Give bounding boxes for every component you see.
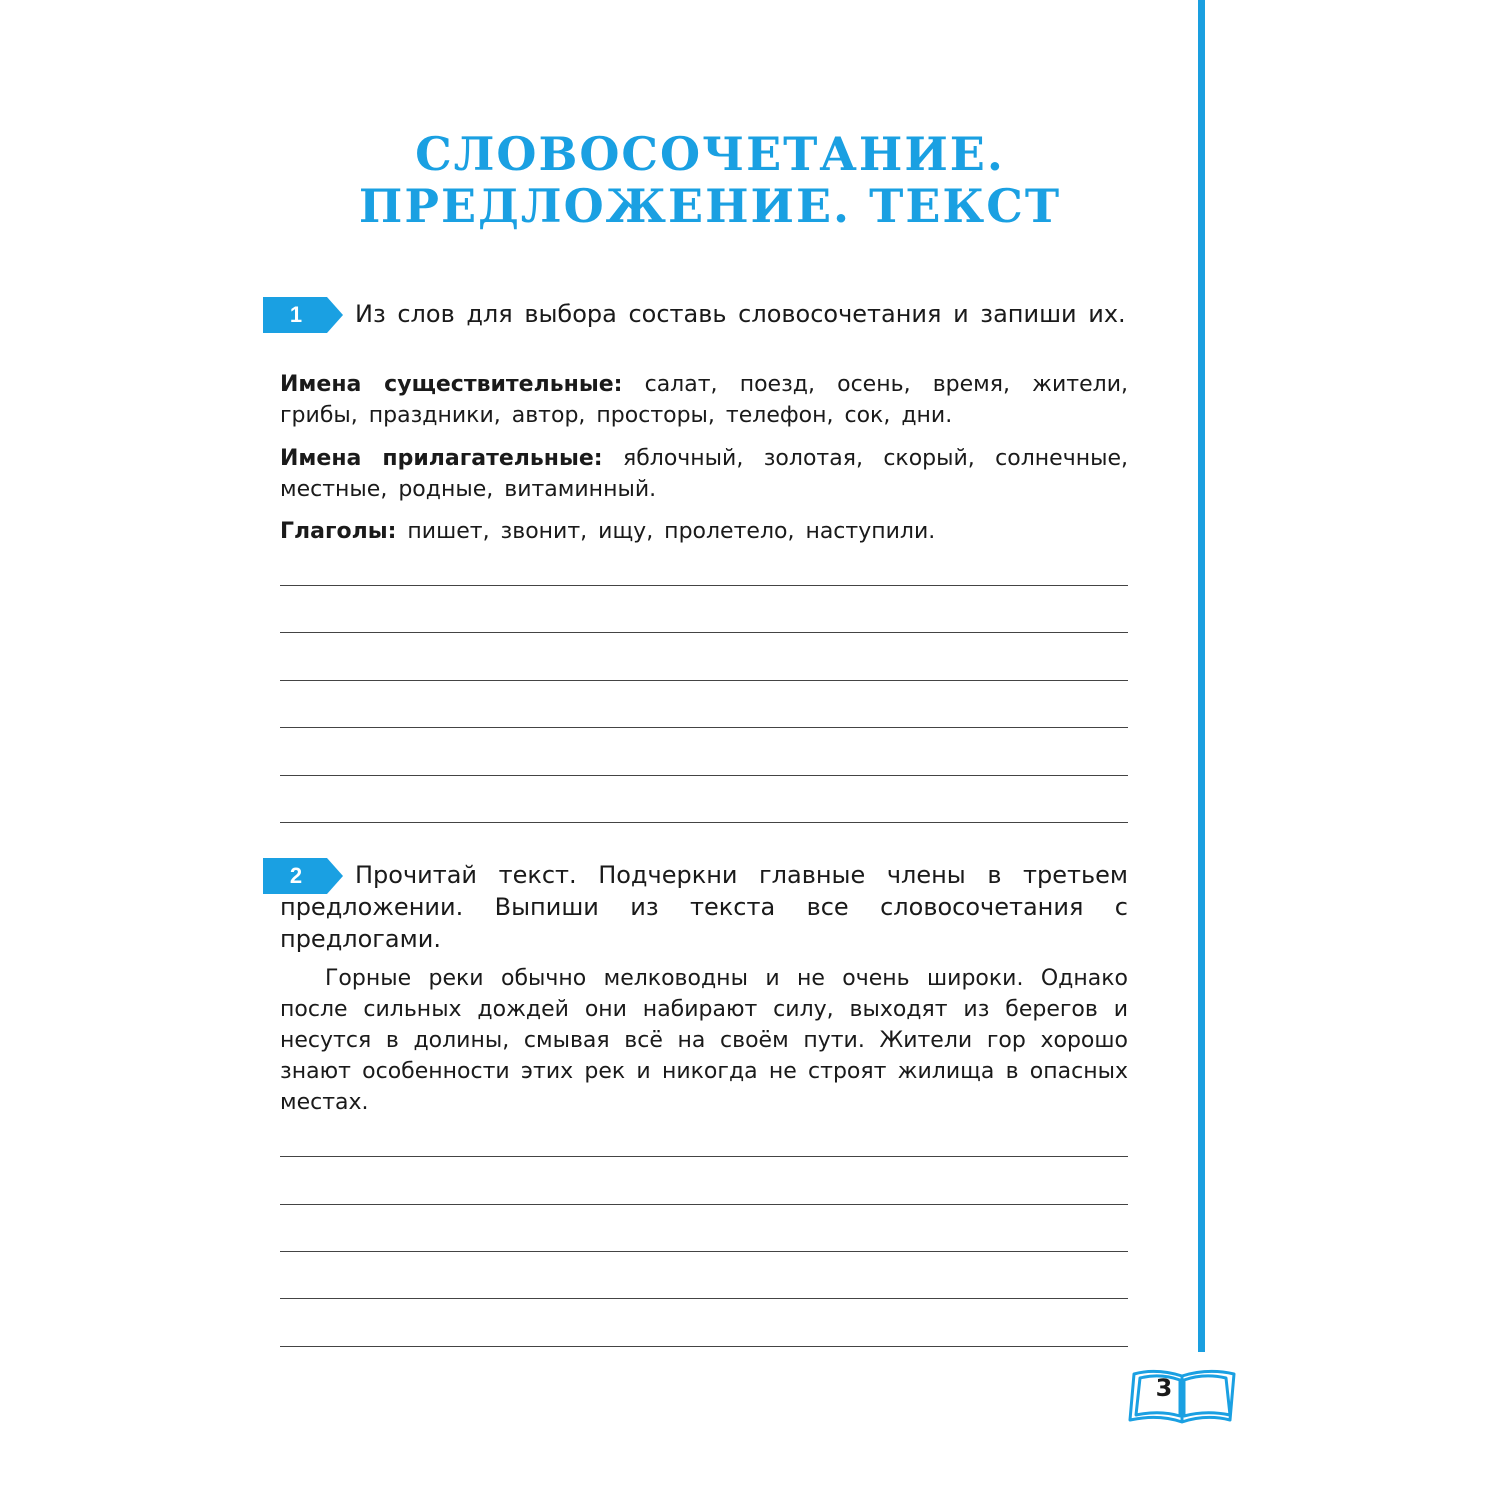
page-title-line2: ПРЕДЛОЖЕНИЕ. ТЕКСТ: [358, 179, 1062, 233]
task-1-adjectives: [280, 443, 1128, 505]
task-1-number: 1: [289, 302, 303, 327]
answer-line[interactable]: [280, 1346, 1128, 1347]
answer-line[interactable]: [280, 727, 1128, 728]
answer-line[interactable]: [280, 585, 1128, 586]
task-1-verbs: [280, 516, 1128, 547]
page-title-line1: СЛОВОСОЧЕТАНИЕ.: [415, 127, 1005, 181]
task-1-instruction: Из слов для выбора составь словосочетания и запиши их.: [355, 300, 1126, 328]
answer-line[interactable]: [280, 1156, 1128, 1157]
task-2-number: 2: [289, 863, 303, 888]
task-1-nouns: [280, 369, 1128, 431]
answer-line[interactable]: [280, 1251, 1128, 1252]
answer-line[interactable]: [280, 1298, 1128, 1299]
answer-line[interactable]: [280, 1204, 1128, 1205]
adjectives-label: Имена прилагательные:: [280, 446, 603, 471]
side-rule: [1198, 0, 1205, 1352]
answer-line[interactable]: [280, 680, 1128, 681]
page-number: 3: [1155, 1374, 1173, 1402]
verbs-label: Глаголы:: [280, 519, 397, 544]
nouns-label: Имена существительные:: [280, 372, 623, 397]
task-2-story: Горные реки обычно мелководны и не очень широки. Однако после сильных дождей они набирают силу, выходят из берегов и несутся в долины, смывая всё на своём пути. Жители гор хорошо знают особенности этих рек и никогда не строят жилища в опасных местах.: [280, 966, 1128, 1115]
page-number-badge: [1126, 1366, 1238, 1426]
adjectives-list: яблочный, золотая, скорый, солнечные, местные, родные, витаминный.: [280, 446, 1128, 502]
book-icon: [1126, 1366, 1238, 1426]
verbs-list: пишет, звонит, ищу, пролетело, наступили.: [396, 519, 936, 544]
answer-line[interactable]: [280, 632, 1128, 633]
answer-line[interactable]: [280, 775, 1128, 776]
task-2-instruction: Прочитай текст. Подчеркни главные члены в третьем предложении. Выпиши из текста все словосочетания с предлогами.: [280, 861, 1128, 953]
answer-line[interactable]: [280, 822, 1128, 823]
nouns-list: салат, поезд, осень, время, жители, грибы, праздники, автор, просторы, телефон, сок, дни.: [280, 372, 1128, 428]
